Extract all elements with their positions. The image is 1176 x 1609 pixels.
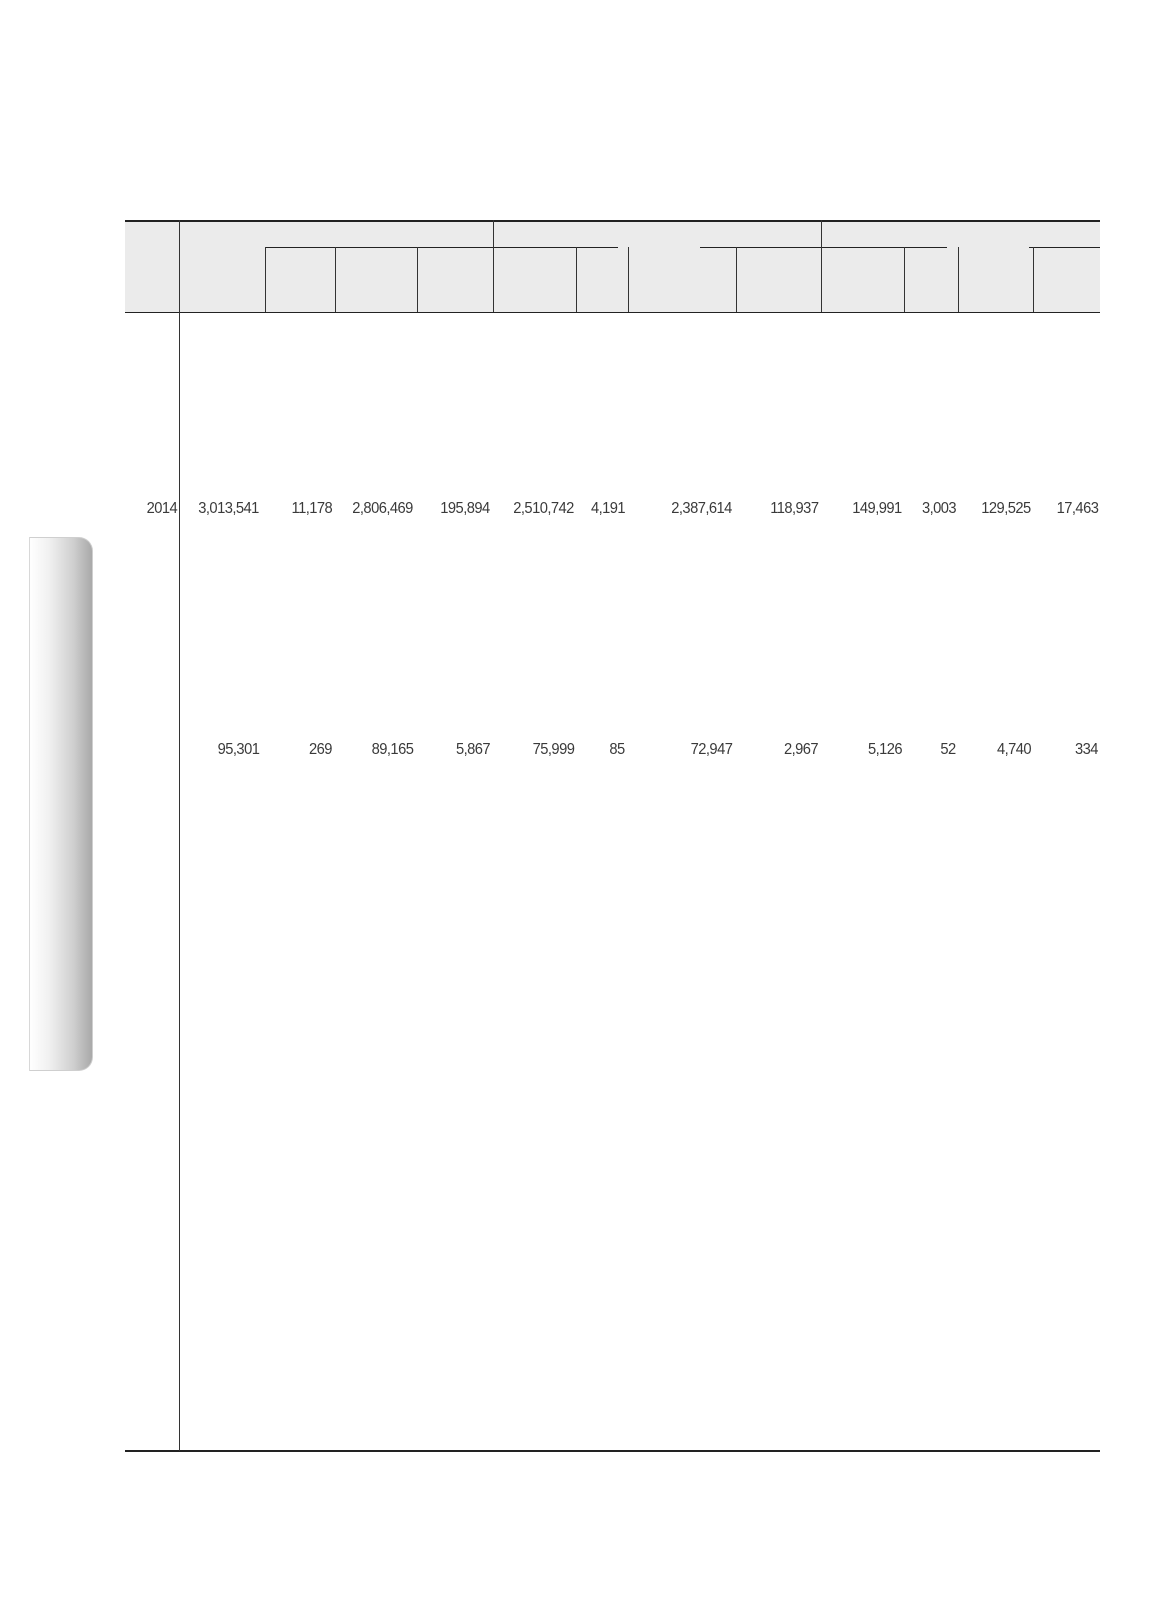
table-cell: 52: [940, 741, 956, 758]
table-cell: 2,510,742: [513, 500, 574, 517]
table-cell: 4,191: [590, 500, 625, 517]
table-cell: 17,463: [1056, 500, 1098, 517]
table-cell: 2,387,614: [671, 500, 732, 517]
row-year: 2014: [146, 500, 177, 517]
table-cell: 269: [309, 741, 332, 758]
header-top-rule: [125, 220, 1100, 222]
year-column-divider: [179, 220, 180, 1451]
table-cell: 5,867: [455, 741, 490, 758]
table-cell: 2,806,469: [352, 500, 413, 517]
table-header: [125, 220, 1100, 312]
table-cell: 149,991: [852, 500, 902, 517]
table-cell: 129,525: [981, 500, 1031, 517]
table-cell: 75,999: [532, 741, 574, 758]
table-cell: 4,740: [996, 741, 1031, 758]
table-bottom-rule: [125, 1450, 1100, 1452]
table-cell: 3,013,541: [198, 500, 259, 517]
table-cell: 11,178: [291, 500, 332, 517]
statistics-table: [125, 220, 1100, 1451]
table-cell: 5,126: [867, 741, 902, 758]
table-cell: 3,003: [921, 500, 956, 517]
table-cell: 95,301: [217, 741, 259, 758]
table-cell: 118,937: [769, 500, 818, 517]
side-chapter-tab: [29, 537, 93, 1071]
table-cell: 195,894: [440, 500, 490, 517]
table-cell: 334: [1075, 741, 1098, 758]
table-cell: 85: [609, 741, 625, 758]
table-cell: 72,947: [690, 741, 732, 758]
header-bottom-rule: [125, 312, 1100, 313]
table-cell: 2,967: [783, 741, 818, 758]
table-cell: 89,165: [371, 741, 413, 758]
